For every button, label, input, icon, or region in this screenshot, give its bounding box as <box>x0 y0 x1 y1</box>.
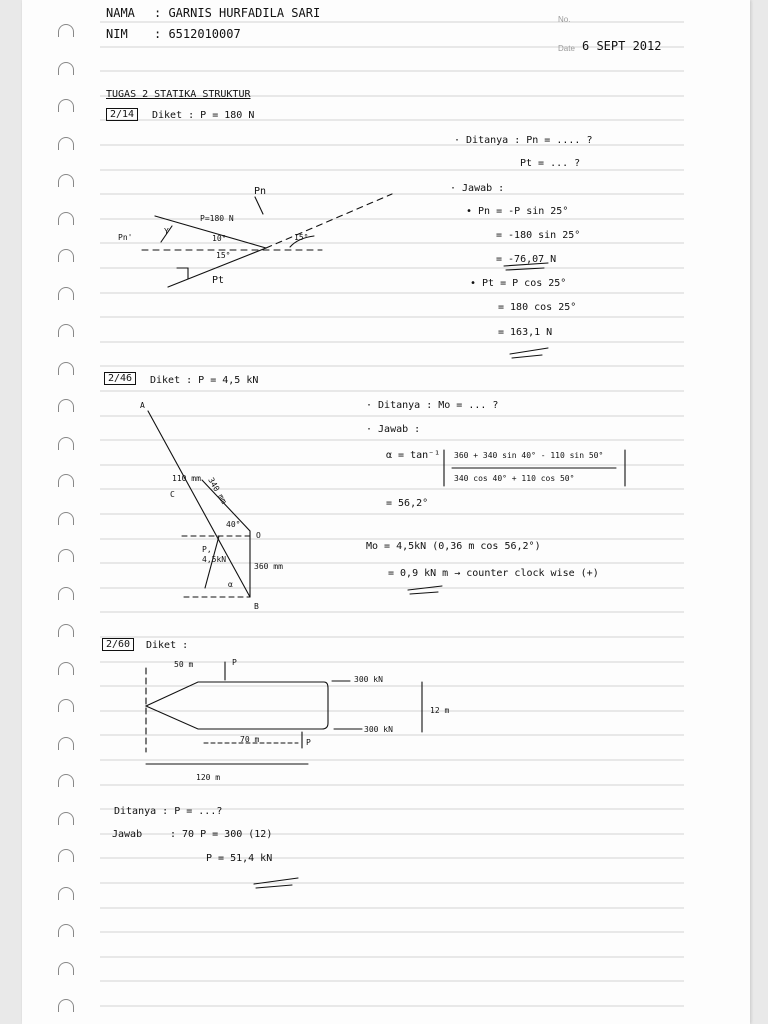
figure-label: P <box>306 738 311 747</box>
equation-line: P = 51,4 kN <box>206 853 273 864</box>
force-pn-arrow <box>255 197 263 214</box>
figure-label: O <box>256 531 261 540</box>
equation-line: Mo = 4,5kN (0,36 m cos 56,2°) <box>366 541 541 552</box>
beam-outline <box>146 682 328 729</box>
result-underline <box>408 586 442 594</box>
problem-number: 2/60 <box>102 638 134 651</box>
equation-line: = 56,2° <box>386 498 429 509</box>
figure-label: 15° <box>294 233 309 242</box>
figure-label: 340 mm <box>206 476 229 506</box>
lever-arm-ob <box>202 480 250 597</box>
given-text: Diket : P = 4,5 kN <box>150 375 259 386</box>
equation-line: α = tan⁻¹ <box>386 450 441 461</box>
problem-number: 2/14 <box>106 108 138 121</box>
name-value: : GARNIS HURFADILA SARI <box>154 6 321 20</box>
given-text: Diket : P = 180 N <box>152 110 255 121</box>
figure-label: 70 m <box>240 735 260 744</box>
figure-label: 50 m <box>174 660 194 669</box>
notebook-page <box>22 0 750 1024</box>
equation-line: • Pn = -P sin 25° <box>466 206 569 217</box>
date-label: Date <box>558 44 575 53</box>
figure-label: A <box>140 401 145 410</box>
equation-line: • Pt = P cos 25° <box>470 278 567 289</box>
date-value: 6 SEPT 2012 <box>582 39 662 53</box>
figure-label: 15° <box>216 251 231 260</box>
no-label: No. <box>558 15 571 24</box>
figure-label: 10° <box>212 234 227 243</box>
asked-text: · Ditanya : Mo = ... ? <box>366 400 499 411</box>
answer-label: Jawab <box>112 829 143 840</box>
figure-label: P <box>232 658 237 667</box>
equation-line: = -76,07 N <box>496 254 557 265</box>
asked-text: Pt = ... ? <box>520 158 581 169</box>
nim-value: : 6512010007 <box>154 27 241 41</box>
equation-line: = 0,9 kN m → counter clock wise (+) <box>388 568 599 579</box>
figure-label: 12 m <box>430 706 450 715</box>
figure-label: C <box>170 490 175 499</box>
handwritten-drawings <box>22 0 750 1024</box>
fraction-denominator: 340 cos 40° + 110 cos 50° <box>454 474 575 483</box>
figure-label: P, 4,5kN <box>202 545 227 564</box>
figure-label: α <box>228 580 233 589</box>
figure-label: 110 mm <box>172 474 201 483</box>
equation-line: = 163,1 N <box>498 327 553 338</box>
figure-label: Pt <box>212 275 225 286</box>
figure-label: Pn <box>254 186 267 197</box>
fraction-numerator: 360 + 340 sin 40° - 110 sin 50° <box>454 451 604 460</box>
figure-label: P=180 N <box>200 214 234 223</box>
right-angle-mark <box>177 268 188 279</box>
dashed-axis <box>266 194 392 248</box>
nim-label: NIM <box>106 27 128 41</box>
figure-label: 300 kN <box>364 725 393 734</box>
force-p-arrow <box>205 536 219 588</box>
result-underline <box>504 263 548 270</box>
asked-text: Ditanya : P = ...? <box>114 806 223 817</box>
pn-prime-arrow <box>161 226 172 242</box>
figure-label: B <box>254 602 259 611</box>
asked-text: · Ditanya : Pn = .... ? <box>454 135 593 146</box>
given-text: Diket : <box>146 640 189 651</box>
name-label: NAMA <box>106 6 135 20</box>
equation-line: = -180 sin 25° <box>496 230 581 241</box>
angle-arc <box>290 236 314 247</box>
figure-label: 360 mm <box>254 562 283 571</box>
figure-label: 120 m <box>196 773 221 782</box>
figure-label: 40° <box>226 520 241 529</box>
lever-arm-ac <box>148 411 250 597</box>
equation-line: : 70 P = 300 (12) <box>170 829 273 840</box>
force-p-line <box>155 216 266 248</box>
equation-line: = 180 cos 25° <box>498 302 577 313</box>
result-underline <box>510 348 548 358</box>
answer-label: · Jawab : <box>366 424 421 435</box>
figure-label: Y <box>164 227 169 236</box>
result-underline <box>254 878 298 888</box>
figure-label: 300 kN <box>354 675 383 684</box>
page-title: TUGAS 2 STATIKA STRUKTUR <box>106 89 251 100</box>
figure-label: Pn' <box>118 233 133 242</box>
problem-number: 2/46 <box>104 372 136 385</box>
answer-label: · Jawab : <box>450 183 505 194</box>
